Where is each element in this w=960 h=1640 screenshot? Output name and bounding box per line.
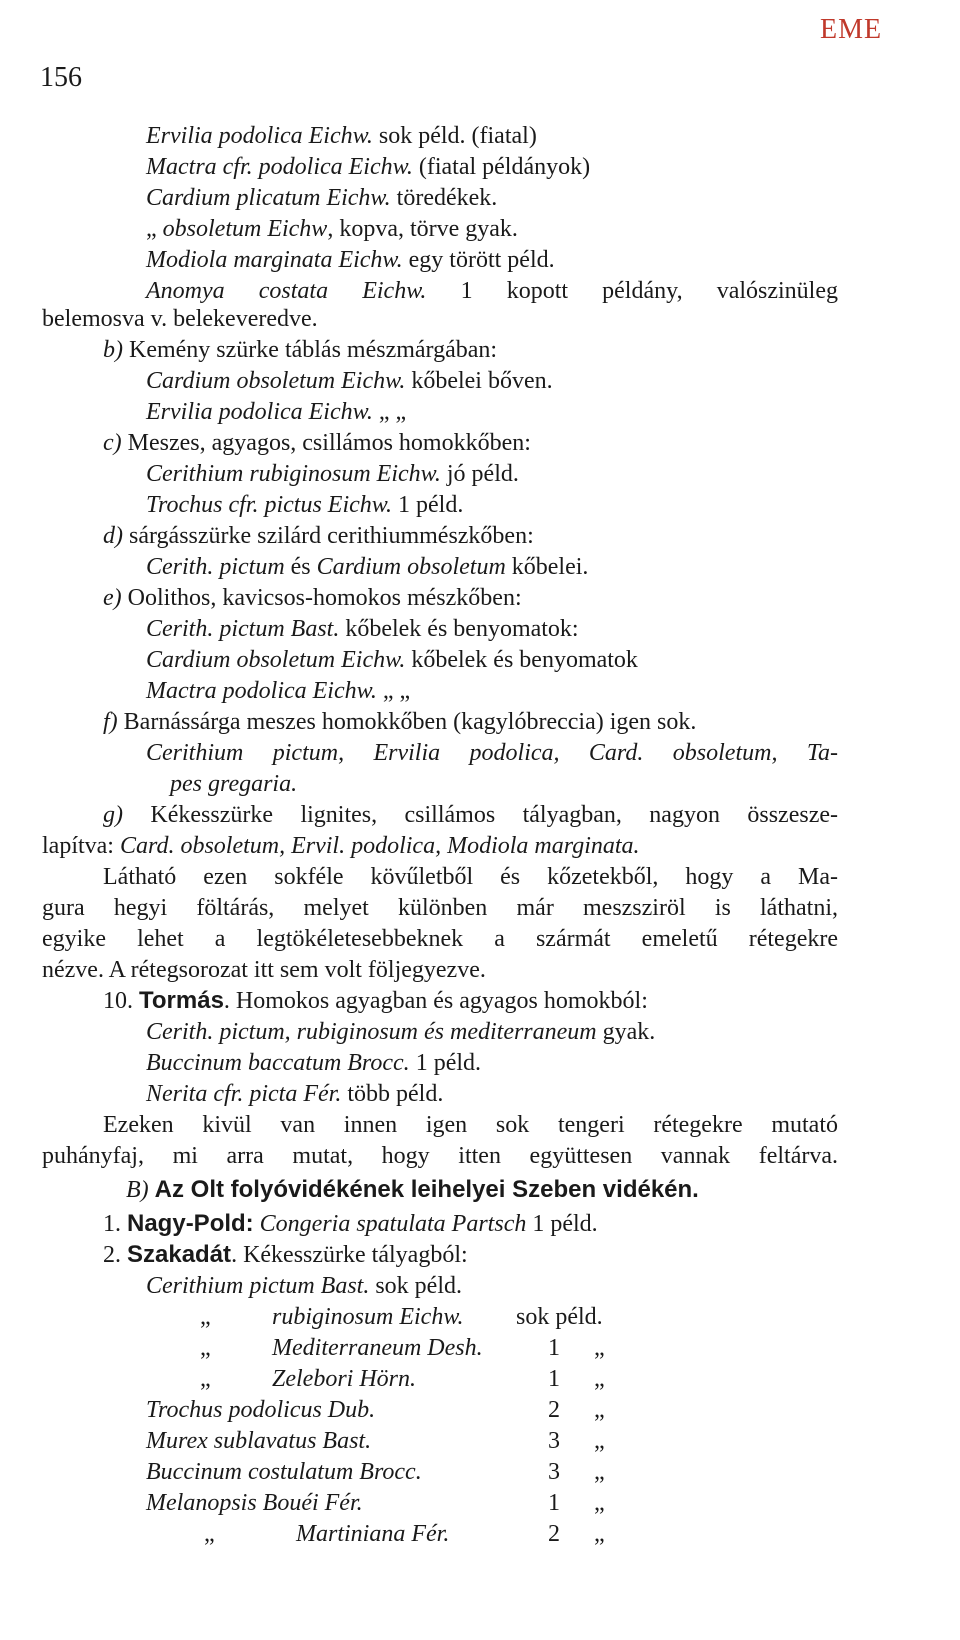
text-line [146, 246, 946, 274]
text-line [103, 801, 838, 829]
text-line [42, 305, 842, 333]
text-span: (fiatal példányok) [412, 154, 591, 180]
italic-span: Cerithium pictum, Ervilia podolica, Card. obsoletum, Ta- [146, 740, 838, 766]
italic-span: Cerith. pictum Bast. [146, 616, 340, 642]
italic-span: Modiola marginata Eichw. [146, 247, 403, 273]
text-span: belemosva v. belekeveredve. [42, 306, 318, 332]
italic-span: Trochus cfr. pictus Eichw. [146, 492, 392, 518]
text-line [103, 863, 838, 891]
text-line [146, 1080, 946, 1108]
italic-span: Cerith. pictum, rubiginosum és mediterraneum [146, 1019, 597, 1045]
text-line [146, 1049, 946, 1077]
text-span: . Homokos agyagban és agyagos homokból: [223, 988, 648, 1014]
text-line [146, 615, 946, 643]
text-line [103, 336, 903, 364]
specimen-count: sok péld. [516, 1304, 603, 1330]
italic-span: Congeria spatulata Partsch [259, 1211, 527, 1237]
text-span: Kemény szürke táblás mészmárgában: [123, 337, 498, 363]
italic-span: Cardium obsoletum Eichw. [146, 647, 406, 673]
specimen-count: 3 [548, 1459, 560, 1485]
text-span: Meszes, agyagos, csillámos homokkőben: [121, 430, 531, 456]
ditto-mark: „ [594, 1490, 605, 1516]
italic-span: e) [103, 585, 122, 611]
text-line [146, 460, 946, 488]
italic-span: Cardium obsoletum [316, 554, 506, 580]
ditto-mark: „ [594, 1335, 605, 1361]
bold-span: Az Olt folyóvidékének leihelyei Szeben vidékén. [154, 1176, 699, 1203]
italic-span: Cardium obsoletum Eichw. [146, 368, 406, 394]
text-line [103, 1111, 838, 1139]
text-span: egyike lehet a legtökéletesebbeknek a szármát emeletű rétegekre [42, 926, 838, 952]
specimen-count: 1 [548, 1335, 560, 1361]
text-line [146, 277, 838, 305]
text-span: 10. [103, 988, 139, 1014]
text-span: Oolithos, kavicsos-homokos mészkőben: [121, 585, 522, 611]
text-line [146, 677, 946, 705]
ditto-mark: „ [594, 1397, 605, 1423]
text-line [146, 184, 946, 212]
italic-span: Nerita cfr. picta Fér. [146, 1081, 342, 1107]
text-line [103, 522, 903, 550]
text-line [146, 153, 946, 181]
text-span: sok péld. [369, 1273, 462, 1299]
text-line [146, 553, 946, 581]
italic-span: c) [103, 430, 122, 456]
text-span: gyak. [596, 1019, 656, 1045]
text-span: Kékesszürke lignites, csillámos tályagban, nagyon összeszе- [123, 802, 838, 828]
italic-span: Ervilia podolica Eichw. [146, 123, 373, 149]
italic-span: d) [103, 523, 123, 549]
italic-span: Cerithium pictum Bast. [146, 1273, 370, 1299]
text-span: puhányfaj, mi arra mutat, hogy itten együttesen vannak feltárva. [42, 1143, 838, 1169]
text-span: kőbelek és benyomatok: [339, 616, 579, 642]
italic-span: Cerithium rubiginosum Eichw. [146, 461, 441, 487]
text-span: 1 kopott példány, valószinüleg [426, 278, 838, 304]
text-span: Látható ezen sokféle kövűletből és kőzetekből, hogy a Ma- [103, 864, 838, 890]
text-line [126, 1176, 926, 1204]
species-name: Buccinum costulatum Brocc. [146, 1459, 422, 1485]
text-line [170, 770, 960, 798]
italic-span: Mactra cfr. podolica Eichw. [146, 154, 413, 180]
species-name: Mediterraneum Desh. [272, 1335, 483, 1361]
ditto-mark: „ [594, 1366, 605, 1392]
text-span: 1 péld. [392, 492, 464, 518]
text-span: . Kékesszürke tályagból: [231, 1242, 468, 1268]
text-span: egy törött péld. [402, 247, 555, 273]
text-line [103, 1241, 903, 1269]
text-span: töredékek. [390, 185, 498, 211]
text-span: „ [146, 216, 163, 242]
species-name: Trochus podolicus Dub. [146, 1397, 376, 1423]
page-number: 156 [40, 62, 82, 93]
text-line [146, 1272, 946, 1300]
italic-span: Card. obsoletum, Ervil. podolica, Modiola marginata. [119, 833, 640, 859]
ditto-mark: „ [200, 1335, 211, 1361]
italic-span: Cerith. pictum [146, 554, 285, 580]
species-name: Melanopsis Bouéi Fér. [146, 1490, 363, 1516]
text-span: kőbelei bőven. [405, 368, 553, 394]
text-line [42, 832, 842, 860]
ditto-mark: „ [204, 1521, 215, 1547]
text-line [42, 1142, 838, 1170]
species-name: rubiginosum Eichw. [272, 1304, 464, 1330]
ditto-mark: „ [200, 1304, 211, 1330]
text-line [103, 429, 903, 457]
eme-logo: EME [820, 14, 883, 45]
text-span: kőbelei. [505, 554, 589, 580]
text-line [146, 398, 946, 426]
text-span: több péld. [341, 1081, 444, 1107]
italic-span: B) [126, 1177, 149, 1203]
text-span: 1. [103, 1211, 127, 1237]
italic-span: obsoletum Eichw [162, 216, 328, 242]
bold-span: Szakadát [127, 1241, 232, 1268]
specimen-count: 2 [548, 1521, 560, 1547]
text-span: 2. [103, 1242, 127, 1268]
text-line [146, 215, 946, 243]
italic-span: g) [103, 802, 123, 828]
italic-span: Anomya costata Eichw. [146, 278, 427, 304]
text-span: „ „ [376, 678, 411, 704]
text-line [146, 122, 946, 150]
text-span: sok péld. (fiatal) [372, 123, 537, 149]
italic-span: Ervilia podolica Eichw. [146, 399, 373, 425]
specimen-count: 3 [548, 1428, 560, 1454]
bold-span: Tormás [139, 987, 224, 1014]
text-span: jó péld. [440, 461, 519, 487]
bold-span: Nagy-Pold: [127, 1210, 254, 1237]
species-name: Martiniana Fér. [296, 1521, 450, 1547]
text-span: Barnássárga meszes homokkőben (kagylóbreccia) igen sok. [117, 709, 697, 735]
text-line [42, 956, 842, 984]
text-span: , kopva, törve gyak. [327, 216, 518, 242]
text-span: „ „ [372, 399, 407, 425]
specimen-count: 2 [548, 1397, 560, 1423]
ditto-mark: „ [594, 1459, 605, 1485]
species-name: Murex sublavatus Bast. [146, 1428, 372, 1454]
species-name: Zelebori Hörn. [272, 1366, 416, 1392]
italic-span: Buccinum baccatum Brocc. [146, 1050, 410, 1076]
text-span: gura hegyi föltárás, melyet különben már meszsziröl is láthatni, [42, 895, 838, 921]
italic-span: pes gregaria. [170, 771, 298, 797]
italic-span: f) [103, 709, 118, 735]
text-span: kőbelek és benyomatok [405, 647, 638, 673]
text-span: 1 péld. [409, 1050, 482, 1076]
text-line [146, 646, 946, 674]
text-line [146, 1018, 946, 1046]
text-span: sárgásszürke szilárd cerithiummészkőben: [123, 523, 534, 549]
text-span: 1 péld. [526, 1211, 598, 1237]
text-line [42, 894, 838, 922]
text-line [146, 739, 838, 767]
italic-span: Cardium plicatum Eichw. [146, 185, 391, 211]
text-line [103, 584, 903, 612]
ditto-mark: „ [594, 1521, 605, 1547]
italic-span: Mactra podolica Eichw. [146, 678, 377, 704]
text-line [103, 987, 903, 1015]
text-line [103, 1210, 903, 1238]
italic-span: b) [103, 337, 123, 363]
specimen-count: 1 [548, 1490, 560, 1516]
specimen-count: 1 [548, 1366, 560, 1392]
text-span: nézve. A rétegsorozat itt sem volt följegyezve. [42, 957, 486, 983]
text-span: Ezeken kivül van innen igen sok tengeri rétegekre mutató [103, 1112, 838, 1138]
ditto-mark: „ [200, 1366, 211, 1392]
text-line [42, 925, 838, 953]
text-span: és [284, 554, 317, 580]
text-span: lapítva: [42, 833, 120, 859]
text-line [103, 708, 903, 736]
text-line [146, 367, 946, 395]
ditto-mark: „ [594, 1428, 605, 1454]
text-line [146, 491, 946, 519]
